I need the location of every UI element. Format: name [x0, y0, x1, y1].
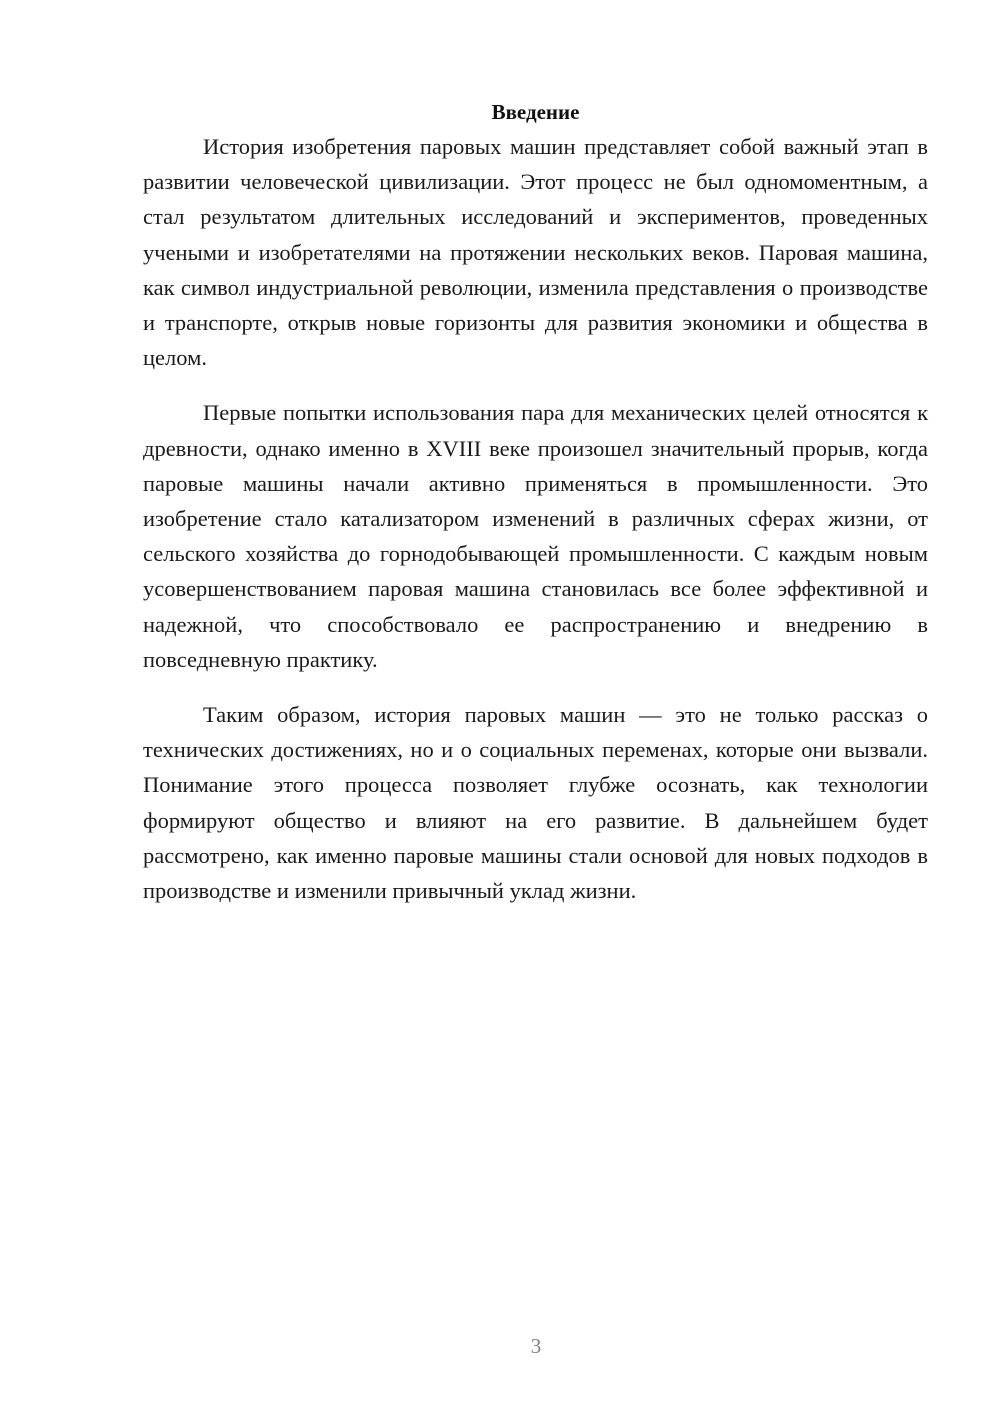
page-content — [143, 95, 928, 908]
paragraph-1: История изобретения паровых машин представляет собой важный этап в развитии человеческой цивилизации. Этот процесс не был одномоментным, а стал результатом длительных исследований и экспериментов, проведенных учеными и изобретателями на протяжении нескольких веков. Паровая машина, как символ индустриальной революции, изменила представления о производстве и транспорте, открыв новые горизонты для развития экономики и общества в целом. — [143, 134, 928, 371]
page-number: 3 — [530, 1334, 542, 1358]
paragraph-2: Первые попытки использования пара для механических целей относятся к древности, однако именно в XVIII веке произошел значительный прорыв, когда паровые машины начали активно применяться в промышленности. Это изобретение стало катализатором изменений в различных сферах жизни, от сельского хозяйства до горнодобывающей промышленности. С каждым новым усовершенствованием паровая машина становилась все более эффективной и надежной, что способствовало ее распространению и внедрению в повседневную практику. — [143, 400, 928, 672]
section-title: Введение — [491, 100, 580, 124]
paragraph-3: Таким образом, история паровых машин — это не только рассказ о технических достижениях, но и о социальных переменах, которые они вызвали. Понимание этого процесса позволяет глубже осознать, как технологии формируют общество и влияют на его развитие. В дальнейшем будет рассмотрено, как именно паровые машины стали основой для новых подходов в производстве и изменили привычный уклад жизни. — [143, 702, 928, 904]
